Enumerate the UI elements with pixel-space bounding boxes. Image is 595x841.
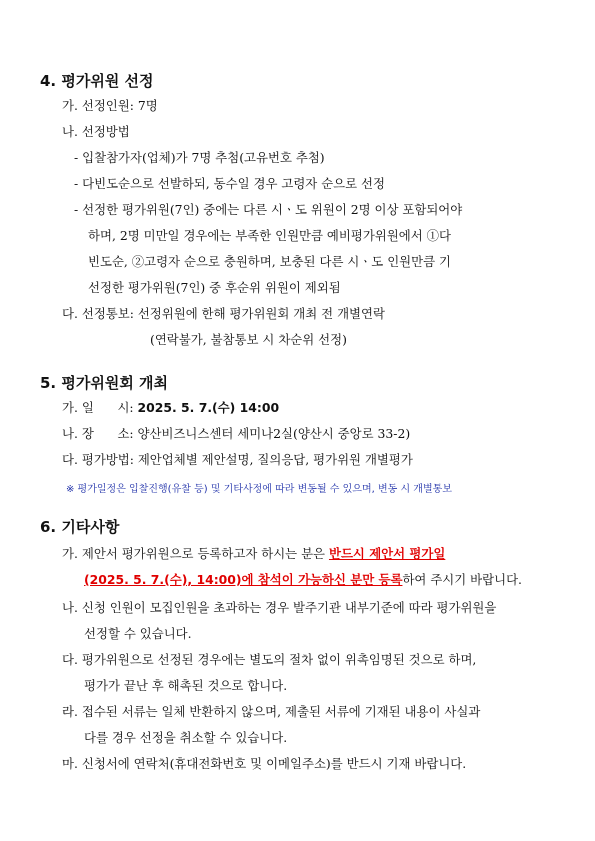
item-a-highlight-2: (2025. 5. 7.(수), 14:00)에 참석이 가능하신 분만 등록 (84, 572, 403, 587)
section-4-bullet-3-line-4: 선정한 평가위원(7인) 중 후순위 위원이 제외됨 (88, 280, 341, 295)
section-6-item-c-line-2: 평가가 끝난 후 해촉된 것으로 합니다. (84, 678, 288, 693)
item-a-highlight-1: 반드시 제안서 평가일 (328, 546, 446, 561)
section-6-item-a-line-1 (62, 546, 445, 562)
datetime-value: 2025. 5. 7.(수) 14:00 (137, 400, 280, 415)
section-6-item-c-line-1: 다. 평가위원으로 선정된 경우에는 별도의 절차 없이 위촉임명된 것으로 하며, (62, 652, 477, 667)
section-4-item-a: 가. 선정인원: 7명 (62, 98, 158, 113)
section-6-item-b-line-1: 나. 신청 인원이 모집인원을 초과하는 경우 발주기관 내부기준에 따라 평가위원을 (62, 600, 497, 615)
section-4-item-c-note: (연락불가, 불참통보 시 차순위 선정) (150, 332, 347, 347)
section-4-bullet-3-line-3: 빈도순, ②고령자 순으로 충원하며, 보충된 다른 시ㆍ도 인원만큼 기 (88, 254, 451, 269)
datetime-label: 가. 일 시: (62, 400, 134, 415)
section-5-note: ※ 평가일정은 입찰진행(유찰 등) 및 기타사정에 따라 변동될 수 있으며, 변동 시 개별통보 (66, 484, 452, 495)
section-4-bullet-3-line-1: - 선정한 평가위원(7인) 중에는 다른 시ㆍ도 위원이 2명 이상 포함되어야 (74, 202, 463, 217)
section-4-heading: 4. 평가위원 선정 (40, 72, 154, 90)
section-6-item-d-line-2: 다를 경우 선정을 취소할 수 있습니다. (84, 730, 288, 745)
section-6-item-a-line-2 (84, 572, 522, 588)
section-5-item-c: 다. 평가방법: 제안업체별 제안설명, 질의응답, 평가위원 개별평가 (62, 452, 413, 467)
section-6-item-e: 마. 신청서에 연락처(휴대전화번호 및 이메일주소)를 반드시 기재 바랍니다. (62, 756, 467, 771)
section-5-heading: 5. 평가위원회 개최 (40, 374, 169, 392)
venue-value: 양산비즈니스센터 세미나2실(양산시 중앙로 33-2) (137, 426, 411, 441)
section-4-bullet-1: - 입찰참가자(업체)가 7명 추첨(고유번호 추첨) (74, 150, 325, 165)
section-6-heading: 6. 기타사항 (40, 518, 120, 536)
section-5-item-a (62, 400, 279, 416)
section-5-item-b (62, 426, 410, 442)
section-4-bullet-3-line-2: 하며, 2명 미만일 경우에는 부족한 인원만큼 예비평가위원에서 ①다 (88, 228, 451, 243)
section-4-item-c: 다. 선정통보: 선정위원에 한해 평가위원회 개최 전 개별연락 (62, 306, 385, 321)
item-a-text: 가. 제안서 평가위원으로 등록하고자 하시는 분은 (62, 546, 329, 561)
section-6-item-b-line-2: 선정할 수 있습니다. (84, 626, 192, 641)
item-a-text-end: 하여 주시기 바랍니다. (402, 572, 522, 587)
section-4-bullet-2: - 다빈도순으로 선발하되, 동수일 경우 고령자 순으로 선정 (74, 176, 385, 191)
section-4-item-b: 나. 선정방법 (62, 124, 130, 139)
venue-label: 나. 장 소: (62, 426, 134, 441)
section-6-item-d-line-1: 라. 접수된 서류는 일체 반환하지 않으며, 제출된 서류에 기재된 내용이 사실과 (62, 704, 481, 719)
